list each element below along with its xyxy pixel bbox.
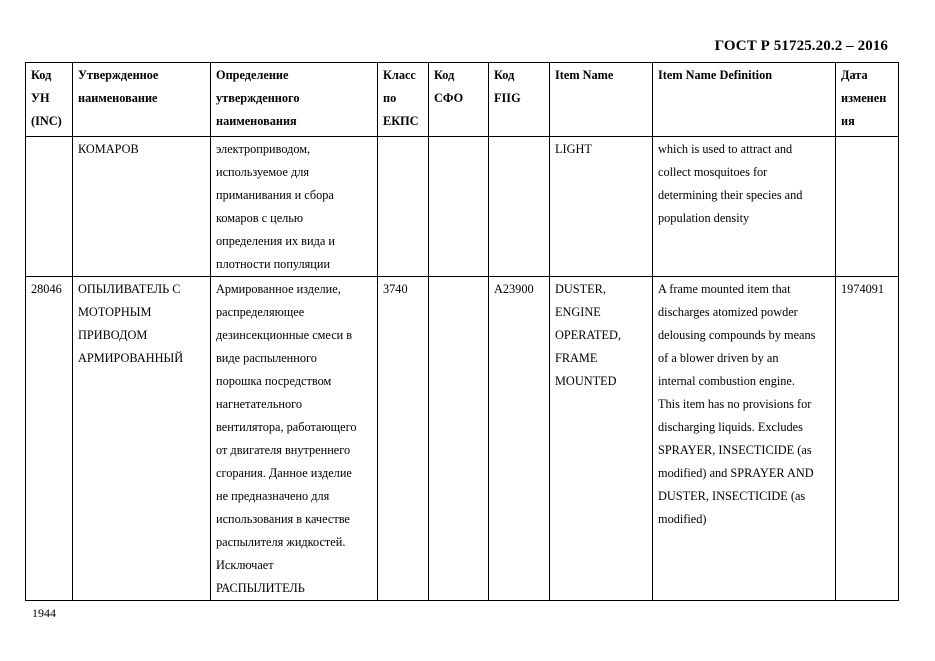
cell-fiig-code	[489, 137, 550, 277]
cell-item-name-definition: A frame mounted item that discharges atomized powder delousing compounds by means of a blower driven by an internal combustion engine. This item has no provisions for discharging liquids. Excludes SPRAYER, INSECTICIDE (as modified) and SPRAYER AND DUSTER, INSECTICIDE (as modified)	[653, 277, 836, 601]
cell-item-name: LIGHT	[550, 137, 653, 277]
cell-definition: Армированное изделие, распределяющее дезинсекционные смеси в виде распыленного порошка посредством нагнетательного вентилятора, работающего от двигателя внутреннего сгорания. Данное изделие не предназначено для использования в качестве распылителя жидкостей. Исключает РАСПЫЛИТЕЛЬ	[211, 277, 378, 601]
cell-approved-name: КОМАРОВ	[73, 137, 211, 277]
item-name-table	[25, 62, 899, 601]
column-header-change-date: Дата изменен ия	[836, 63, 899, 137]
cell-approved-name: ОПЫЛИВАТЕЛЬ С МОТОРНЫМ ПРИВОДОМ АРМИРОВАННЫЙ	[73, 277, 211, 601]
column-header-item-name-definition: Item Name Definition	[653, 63, 836, 137]
column-header-sfo-code: Код СФО	[429, 63, 489, 137]
page-number: 1944	[32, 606, 56, 620]
cell-inc: 28046	[26, 277, 73, 601]
cell-item-name-definition: which is used to attract and collect mosquitoes for determining their species and population density	[653, 137, 836, 277]
document-header: ГОСТ Р 51725.20.2 – 2016	[714, 38, 888, 54]
cell-ekps-class	[378, 137, 429, 277]
column-header-ekps-class: Класс по ЕКПС	[378, 63, 429, 137]
column-header-approved-name: Утвержденное наименование	[73, 63, 211, 137]
cell-change-date: 1974091	[836, 277, 899, 601]
cell-inc	[26, 137, 73, 277]
cell-sfo-code	[429, 277, 489, 601]
cell-item-name: DUSTER, ENGINE OPERATED, FRAME MOUNTED	[550, 277, 653, 601]
column-header-definition: Определение утвержденного наименования	[211, 63, 378, 137]
table-row	[26, 277, 899, 601]
cell-change-date	[836, 137, 899, 277]
column-header-fiig-code: Код FIIG	[489, 63, 550, 137]
column-header-item-name: Item Name	[550, 63, 653, 137]
table-header-row	[26, 63, 899, 137]
cell-definition: электроприводом, используемое для приманивания и сбора комаров с целью определения их вида и плотности популяции	[211, 137, 378, 277]
cell-sfo-code	[429, 137, 489, 277]
column-header-inc: Код УН (INC)	[26, 63, 73, 137]
table-row	[26, 137, 899, 277]
cell-fiig-code: A23900	[489, 277, 550, 601]
cell-ekps-class: 3740	[378, 277, 429, 601]
